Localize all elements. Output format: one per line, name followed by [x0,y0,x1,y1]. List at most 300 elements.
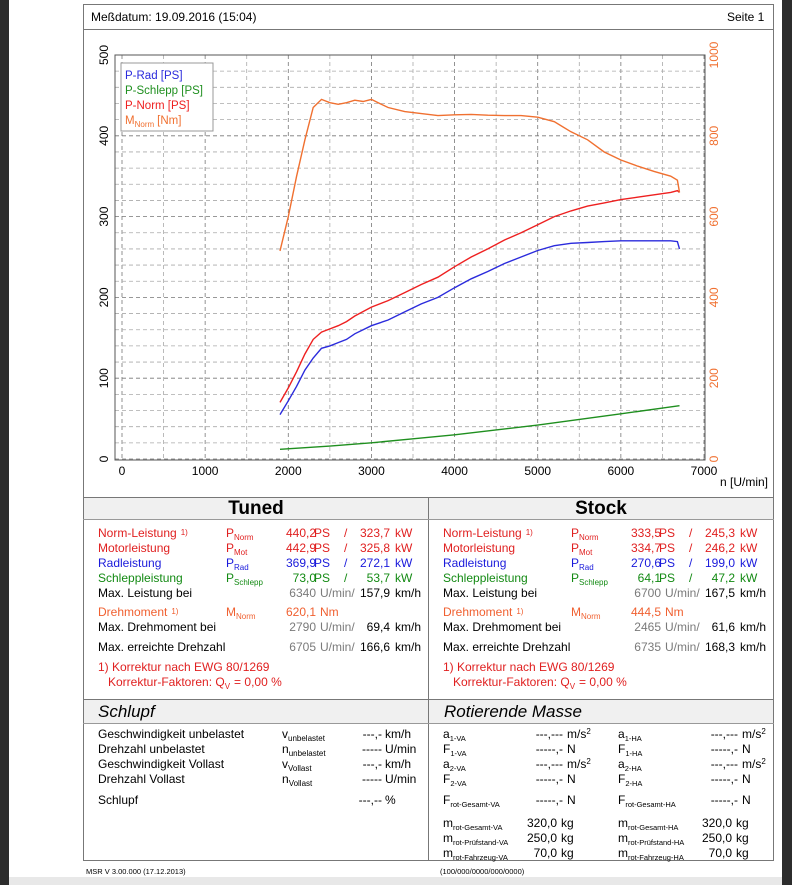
rot-value [523,742,563,756]
symbol-letter: F [618,772,626,786]
slash [689,526,692,540]
max-power-speed [354,586,390,600]
series-line-p-norm [280,191,680,403]
symbol-subscript: rot-Gesamt-VA [450,800,500,809]
max-torque-speed [699,620,735,634]
symbol-letter: m [618,816,628,830]
rot-value-text: ---,--- [710,757,738,771]
result-symbol [571,556,594,572]
kmh-unit-text: km/h [740,586,767,600]
x-tick-label: 1000 [191,464,219,478]
slip-row-unit-text: km/h [385,727,412,741]
max-power-rpm-text: 6700 [634,586,661,600]
kmh-unit-text: km/h [740,620,767,634]
header-top-border [83,4,774,5]
x-axis-label: n [U/min] [719,475,768,489]
value-kw-text: 199,0 [704,556,735,570]
symbol-subscript: unbelastet [288,749,326,758]
symbol-subscript: rot-Prüfstand-VA [453,838,509,847]
unit-ps [314,571,330,585]
correction-value: = 0,00 % [234,675,282,689]
symbol-letter: P [226,556,235,570]
x-tick-label: 4000 [441,464,468,478]
unit-kw-text: kW [740,556,758,570]
rpm-unit-text: U/min/ [320,586,355,600]
result-label-text: Norm-Leistung [98,526,177,540]
mass-symbol [443,846,508,862]
slip-row-label-text: Drehzahl Vollast [98,772,185,786]
slash-text: / [689,526,693,540]
window-frame-left [0,0,9,885]
symbol-letter: a [618,757,625,771]
slip-row-symbol [282,742,326,758]
unit-kw-text: kW [740,526,758,540]
torque-value-text: 444,5 [630,605,661,619]
mass-unit-text: kg [736,846,749,860]
symbol-subscript: rot-Gesamt-VA [453,823,503,832]
mass-value-text: 320,0 [526,816,557,830]
rot-unit [742,727,766,741]
rot-unit-text: m/s [742,727,762,741]
result-label-text: Norm-Leistung [443,526,522,540]
max-rpm-value [619,640,661,654]
symbol-letter: F [618,742,626,756]
max-rpm-speed-text: 168,3 [704,640,735,654]
value-ps-text: 270,6 [630,556,661,570]
result-symbol [571,541,592,557]
rot-unit-text: N [742,772,751,786]
window-frame-right [782,0,792,885]
correction-note-text: 1) Korrektur nach EWG 80/1269 [443,660,615,674]
value-kw-text: 245,3 [704,526,735,540]
unit-exponent: 2 [586,757,591,766]
value-kw-text: 323,7 [359,526,390,540]
slip-row-unit [385,742,416,756]
y-axis-right-ticks [707,41,721,462]
correction-factors-text: Korrektur-Faktoren: Q [108,675,225,689]
slip-row-symbol [282,757,312,773]
slip-row-value [348,727,382,741]
unit-kw-text: kW [740,571,758,585]
mass-symbol [618,831,684,847]
slip-value [348,793,382,807]
slip-unit [385,793,396,807]
slip-row-unit-text: km/h [385,757,412,771]
kmh-unit [740,640,766,654]
slip-label-text: Schlupf [98,793,139,807]
mass-unit-text: kg [561,846,574,860]
max-rpm-label-text: Max. erreichte Drehzahl [443,640,571,654]
symbol-letter: P [226,541,235,555]
rpm-unit-text: U/min/ [665,620,700,634]
measure-date: Meßdatum: 19.09.2016 (15:04) [91,10,257,24]
x-tick-label: 7000 [690,464,718,478]
value-ps-text: 369,9 [285,556,316,570]
rot-value-text: -----,- [535,742,563,756]
symbol-letter: m [443,816,453,830]
y-tick-label-right: 800 [707,125,721,146]
result-symbol [226,571,263,587]
max-torque-label [98,620,216,634]
rot-value [523,793,563,807]
slip-row-value [348,757,382,771]
slip-row-label [98,727,244,741]
max-power-speed [699,586,735,600]
value-ps-text: 333,5 [630,526,661,540]
mass-value [694,831,732,845]
value-ps [274,526,316,540]
value-kw [350,526,390,540]
symbol-subscript: rot-Gesamt-HA [625,800,676,809]
rot-unit [742,757,766,771]
footer-code: (100/000/0000/000/0000) [440,867,525,876]
rot-symbol [443,727,466,743]
rpm-unit-text: U/min/ [320,640,355,654]
superscript-1: 1) [525,528,533,537]
symbol-subscript: rot-Gesamt-HA [628,823,679,832]
slash-text: / [344,526,348,540]
symbol-letter: P [226,571,235,585]
rot-symbol [443,757,466,773]
symbol-letter: a [443,727,450,741]
symbol-letter: F [443,772,451,786]
y-tick-label-left: 300 [97,206,111,227]
mass-unit [736,831,749,845]
slash-text: / [344,556,348,570]
value-ps [619,541,661,555]
superscript-1: 1) [171,607,179,616]
max-rpm-label [443,640,570,654]
max-torque-label [443,620,561,634]
result-label-text: Radleistung [443,556,507,570]
stock-title: Stock [575,498,627,519]
rot-symbol [618,742,642,758]
rpm-unit [665,586,700,600]
mass-unit-text: kg [736,816,749,830]
result-symbol [226,556,249,572]
unit-ps-text: PS [314,541,331,555]
slash [689,541,692,555]
unit-ps-text: PS [314,526,331,540]
result-symbol [571,571,608,587]
slip-row-value-text: ----- [362,772,382,786]
unit-kw-text: kW [395,541,413,555]
mass-unit [561,846,574,860]
unit-ps [659,556,675,570]
tuned-title: Tuned [228,498,284,519]
symbol-letter: F [618,793,626,807]
slip-row-label [98,757,224,771]
result-symbol [571,526,599,542]
rot-unit-text: m/s [742,757,762,771]
max-power-label-text: Max. Leistung bei [443,586,538,600]
result-symbol [226,526,254,542]
rpm-unit [320,586,355,600]
rpm-unit [665,640,700,654]
y-tick-label-right: 600 [707,206,721,227]
symbol-subscript: Mot [234,548,248,557]
result-label [98,571,183,585]
rot-unit-text: m/s [567,757,587,771]
value-kw [695,556,735,570]
slip-row-value-text: ----- [362,742,382,756]
unit-kw [740,556,757,570]
mass-unit [561,831,574,845]
x-tick-label: 2000 [274,464,302,478]
unit-kw [395,556,412,570]
symbol-subscript: Norm [581,612,601,621]
unit-kw-text: kW [740,541,758,555]
torque-unit [320,605,339,619]
max-rpm-value [274,640,316,654]
mass-symbol [443,831,508,847]
rot-unit-text: N [567,772,576,786]
symbol-subscript: 2-VA [450,779,467,788]
max-torque-label-text: Max. Drehmoment bei [98,620,217,634]
max-rpm-value-text: 6735 [634,640,661,654]
rot-unit [567,742,576,756]
legend-p-rad: P-Rad [PS] [125,70,183,82]
value-ps-text: 442,9 [285,541,316,555]
slip-row-symbol [282,727,325,743]
unit-kw [740,541,757,555]
rot-unit [567,757,591,771]
result-label-text: Schleppleistung [98,571,183,585]
max-torque-speed-text: 69,4 [366,620,390,634]
y-tick-label-right: 1000 [707,41,721,69]
y-tick-label-left: 0 [97,455,111,463]
rpm-unit-text: U/min/ [320,620,355,634]
symbol-letter: P [571,571,580,585]
slip-row-unit [385,757,411,771]
rot-unit-text: N [567,742,576,756]
symbol-subscript: 2-VA [449,764,466,773]
rot-value [698,757,738,771]
kmh-unit [395,620,421,634]
symbol-letter: P [571,526,580,540]
slip-value-text: ---,-- [358,793,382,807]
symbol-letter: P [226,526,235,540]
symbol-subscript: 1-HA [625,749,643,758]
symbol-subscript: 1-HA [624,734,642,743]
page-right-border [773,4,774,861]
rot-value-text: -----,- [535,772,563,786]
symbol-subscript: Vollast [288,779,313,788]
unit-kw [740,571,757,585]
symbol-letter: v [282,757,288,771]
unit-ps-text: PS [659,541,676,555]
slash-text: / [689,541,693,555]
value-kw [695,526,735,540]
rot-unit [567,727,591,741]
slip-unit-text: % [385,793,396,807]
series-line-p-rad [280,241,680,415]
symbol-letter: m [618,831,628,845]
symbol-subscript: Norm [579,533,599,542]
symbol-letter: a [618,727,625,741]
result-label [98,526,188,540]
max-torque-speed [354,620,390,634]
max-torque-rpm [619,620,661,634]
mass-unit-text: kg [561,816,574,830]
unit-kw [395,526,412,540]
max-torque-rpm-text: 2790 [289,620,316,634]
symbol-letter: M [571,605,581,619]
symbol-subscript: Norm [234,533,254,542]
torque-label-text: Drehmoment [98,605,168,619]
slip-row-label [98,742,205,756]
software-version: MSR V 3.00.000 (17.12.2013) [86,867,186,876]
x-tick-label: 5000 [524,464,552,478]
max-power-rpm-text: 6340 [289,586,316,600]
max-power-speed-text: 167,5 [704,586,735,600]
result-label [443,571,528,585]
result-label-text: Radleistung [98,556,162,570]
slash [344,556,347,570]
symbol-letter: v [282,727,288,741]
max-power-label-text: Max. Leistung bei [98,586,193,600]
symbol-subscript: Vollast [288,764,312,773]
mass-value [519,816,557,830]
correction-note [98,660,269,674]
slip-row-value-text: ---,- [362,727,382,741]
rot-symbol [618,727,642,743]
mass-symbol [618,846,684,862]
rot-unit-text: m/s [567,727,587,741]
value-ps-text: 73,0 [292,571,316,585]
y-tick-label-right: 0 [707,455,721,463]
correction-factors [108,675,282,691]
rot-value-text: -----,- [710,772,738,786]
rot-value-text: ---,--- [535,757,563,771]
rpm-unit [320,620,355,634]
torque-label-text: Drehmoment [443,605,513,619]
result-label [98,556,161,570]
value-ps-text: 334,7 [630,541,661,555]
unit-exponent: 2 [586,727,591,736]
mass-value [694,816,732,830]
result-label [443,526,533,540]
rot-unit [742,772,751,786]
slip-row-symbol [282,772,312,788]
mass-value [694,846,732,860]
symbol-subscript: Rad [579,563,594,572]
page-number: Seite 1 [727,10,765,24]
rot-title: Rotierende Masse [444,702,582,721]
y-tick-label-right: 400 [707,287,721,308]
slash [689,571,692,585]
slash-text: / [344,541,348,555]
kmh-unit-text: km/h [395,586,422,600]
correction-sub: V [569,682,576,691]
column-divider [428,497,429,860]
value-ps [274,571,316,585]
mass-unit [736,816,749,830]
kmh-unit [395,640,421,654]
slip-row-value [348,742,382,756]
slash-text: / [689,556,693,570]
slash-text: / [344,571,348,585]
rot-unit [742,793,751,807]
unit-ps-text: PS [659,526,676,540]
rot-symbol [618,772,642,788]
unit-ps [659,571,675,585]
unit-kw [395,541,412,555]
slip-row-label [98,772,185,786]
value-kw [350,541,390,555]
rot-value [523,772,563,786]
slash [689,556,692,570]
max-power-rpm [619,586,661,600]
max-torque-label-text: Max. Drehmoment bei [443,620,562,634]
slip-row-label-text: Geschwindigkeit unbelastet [98,727,245,741]
max-rpm-speed [699,640,735,654]
max-rpm-label-text: Max. erreichte Drehzahl [98,640,226,654]
correction-factors [453,675,627,691]
symbol-letter: m [443,831,453,845]
value-ps-text: 440,2 [285,526,316,540]
rot-value [698,727,738,741]
correction-factors-text: Korrektur-Faktoren: Q [453,675,570,689]
torque-unit-text: Nm [665,605,684,619]
torque-value [619,605,661,619]
unit-kw-text: kW [395,571,413,585]
superscript-1: 1) [516,607,524,616]
max-power-label [443,586,537,600]
value-kw [350,556,390,570]
rot-unit-text: N [742,793,751,807]
unit-ps [314,526,330,540]
slip-row-unit-text: U/min [385,772,417,786]
slip-row-unit-text: U/min [385,742,417,756]
unit-ps [659,541,675,555]
unit-kw-text: kW [395,526,413,540]
slip-row-unit [385,727,411,741]
x-tick-label: 3000 [358,464,385,478]
max-torque-rpm [274,620,316,634]
symbol-subscript: unbelastet [288,734,325,743]
x-axis-ticks [119,464,718,478]
x-tick-label: 6000 [607,464,635,478]
max-power-rpm [274,586,316,600]
mass-unit [736,846,749,860]
symbol-letter: n [282,742,289,756]
tuned-results [98,526,428,696]
mass-value-text: 320,0 [701,816,732,830]
max-power-label [98,586,192,600]
correction-note [443,660,614,674]
torque-label [443,605,523,619]
unit-kw [395,571,412,585]
kmh-unit-text: km/h [740,640,767,654]
torque-label [98,605,178,619]
unit-ps-text: PS [314,556,331,570]
symbol-subscript: 2-HA [625,779,643,788]
rot-symbol [618,757,642,773]
value-kw [695,541,735,555]
slash [344,526,347,540]
y-tick-label-left: 400 [97,125,111,146]
mass-unit-text: kg [561,831,574,845]
result-label-text: Motorleistung [98,541,171,555]
mass-unit [561,816,574,830]
mass-value-text: 250,0 [701,831,732,845]
result-label [98,541,170,555]
result-label [443,541,515,555]
mass-unit-text: kg [736,831,749,845]
rot-value [698,793,738,807]
result-label-text: Schleppleistung [443,571,528,585]
